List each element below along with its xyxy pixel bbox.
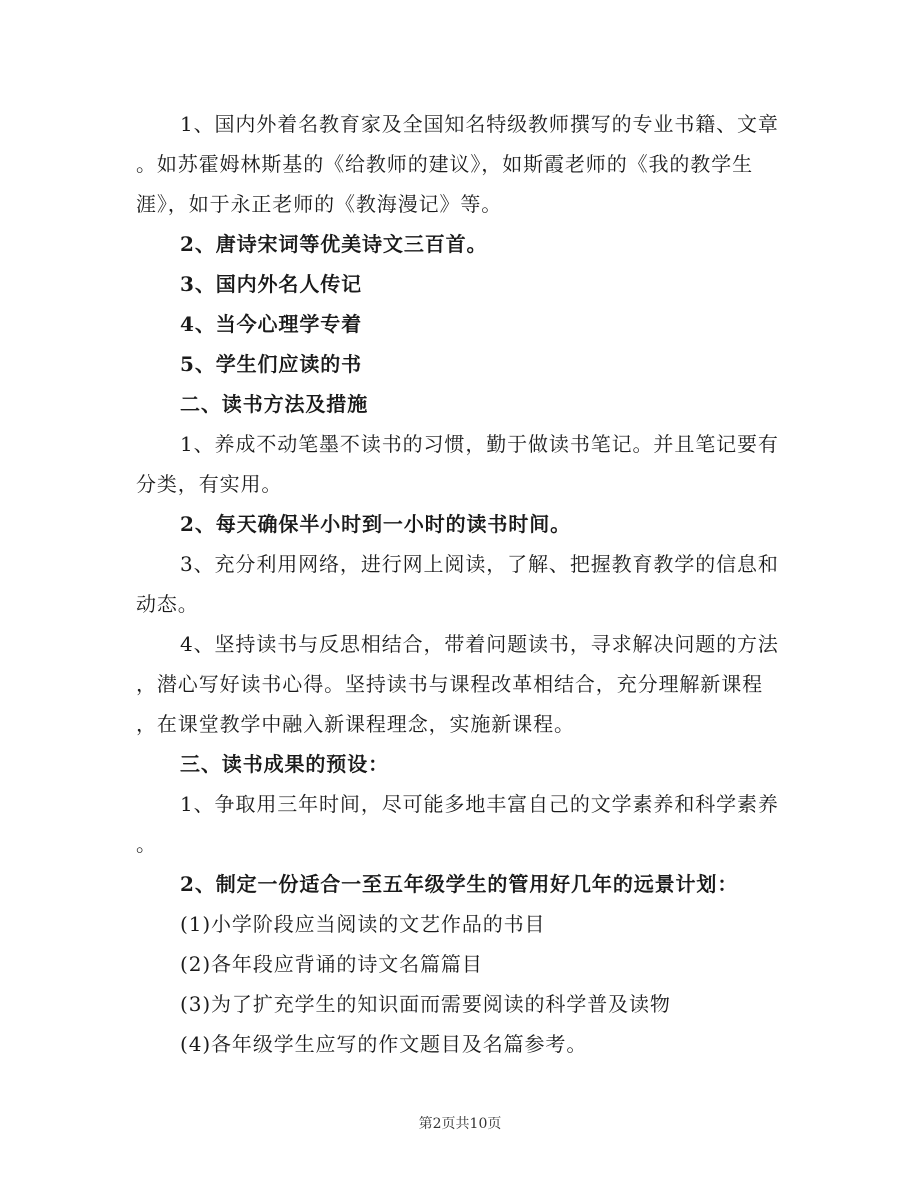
paragraph-line: 涯》，如于永正老师的《教海漫记》等。 xyxy=(136,192,503,216)
paragraph-line: 4、坚持读书与反思相结合，带着问题读书，寻求解决问题的方法 xyxy=(180,632,779,656)
document-body xyxy=(136,104,786,1064)
paragraph-line: 分类，有实用。 xyxy=(136,472,283,496)
paragraph xyxy=(136,504,786,544)
paragraph xyxy=(136,784,786,864)
paragraph-line: 二、读书方法及措施 xyxy=(180,392,369,416)
paragraph-line: 。如苏霍姆林斯基的《给教师的建议》，如斯霞老师的《我的教学生 xyxy=(136,152,753,176)
paragraph-line: (2)各年段应背诵的诗文名篇篇目 xyxy=(180,952,483,976)
paragraph-line: 1、争取用三年时间，尽可能多地丰富自己的文学素养和科学素养 xyxy=(180,792,779,816)
paragraph xyxy=(136,104,786,224)
paragraph-line: 1、养成不动笔墨不读书的习惯，勤于做读书笔记。并且笔记要有 xyxy=(180,432,779,456)
paragraph xyxy=(136,264,786,304)
paragraph xyxy=(136,1024,786,1064)
paragraph-line: 2、每天确保半小时到一小时的读书时间。 xyxy=(180,512,572,536)
paragraph-line: 三、读书成果的预设： xyxy=(180,752,389,776)
paragraph xyxy=(136,864,786,904)
paragraph xyxy=(136,304,786,344)
paragraph xyxy=(136,424,786,504)
paragraph-line: 动态。 xyxy=(136,592,199,616)
paragraph xyxy=(136,384,786,424)
paragraph-line: 2、制定一份适合一至五年级学生的管用好几年的远景计划： xyxy=(180,872,739,896)
paragraph-line: 1、国内外着名教育家及全国知名特级教师撰写的专业书籍、文章 xyxy=(180,112,779,136)
paragraph-line: (1)小学阶段应当阅读的文艺作品的书目 xyxy=(180,912,546,936)
paragraph xyxy=(136,344,786,384)
paragraph-line: 4、当今心理学专着 xyxy=(180,312,363,336)
paragraph-line: 3、国内外名人传记 xyxy=(180,272,363,296)
paragraph-line: (3)为了扩充学生的知识面而需要阅读的科学普及读物 xyxy=(180,992,671,1016)
paragraph-line: (4)各年级学生应写的作文题目及名篇参考。 xyxy=(180,1032,588,1056)
paragraph xyxy=(136,944,786,984)
paragraph xyxy=(136,544,786,624)
paragraph xyxy=(136,624,786,744)
paragraph xyxy=(136,744,786,784)
paragraph xyxy=(136,984,786,1024)
paragraph xyxy=(136,224,786,264)
paragraph-line: ，在课堂教学中融入新课程理念，实施新课程。 xyxy=(136,712,575,736)
paragraph-line: 5、学生们应读的书 xyxy=(180,352,363,376)
paragraph-line: ，潜心写好读书心得。坚持读书与课程改革相结合，充分理解新课程 xyxy=(136,672,763,696)
paragraph-line: 2、唐诗宋词等优美诗文三百首。 xyxy=(180,232,488,256)
paragraph xyxy=(136,904,786,944)
page-footer: 第2页共10页 xyxy=(418,1116,502,1132)
paragraph-line: 。 xyxy=(136,832,157,856)
paragraph-line: 3、充分利用网络，进行网上阅读，了解、把握教育教学的信息和 xyxy=(180,552,779,576)
